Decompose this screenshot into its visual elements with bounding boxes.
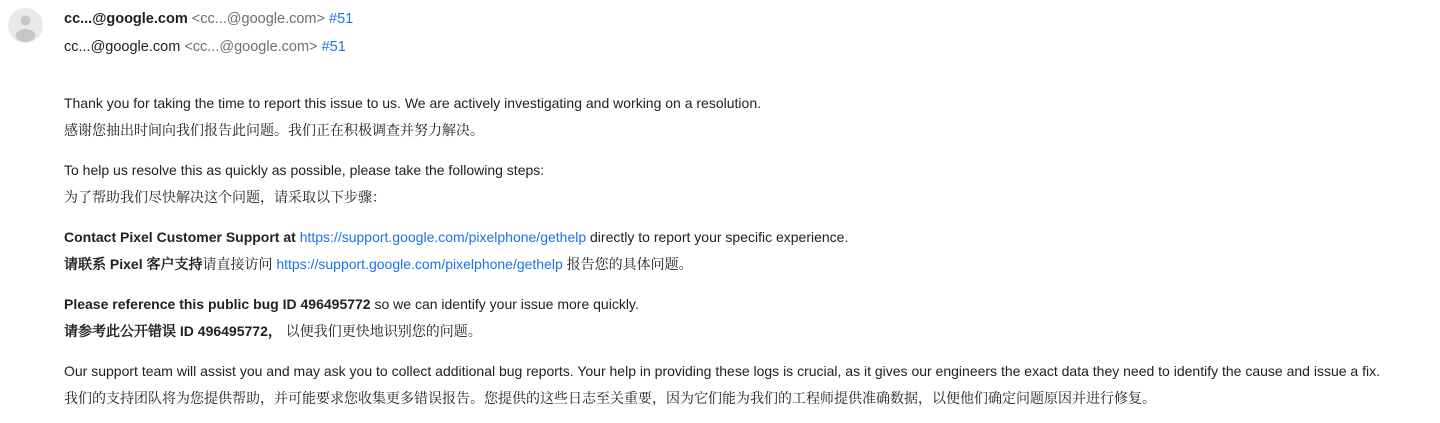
bug-id-rest-zh: 以便我们更快地识别您的问题。 xyxy=(285,323,482,339)
contact-support-rest-zh: 报告您的具体问题。 xyxy=(566,256,693,272)
bug-id-rest: so we can identify your issue more quickly. xyxy=(374,296,639,312)
contact-support-bold: Contact Pixel Customer Support at xyxy=(64,229,296,245)
bug-id-bold-zh: 请参考此公开错误 ID 496495772， xyxy=(64,323,282,339)
line-en xyxy=(64,291,1432,318)
contact-support-bold-zh: 请联系 Pixel 客户支持 xyxy=(64,256,203,272)
line-zh: 我们的支持团队将为您提供帮助，并可能要求您收集更多错误报告。您提供的这些日志至关重要，因为它们能为我们的工程师提供准确数据，以便他们确定问题原因并进行修复。 xyxy=(64,390,1156,406)
author-email: <cc...@google.com> xyxy=(184,39,318,55)
paragraph-steps-intro xyxy=(64,157,1432,211)
comment-number-link[interactable]: #51 xyxy=(321,39,346,55)
author-name: cc...@google.com xyxy=(64,39,181,55)
paragraph-bug-id xyxy=(64,291,1432,345)
comment-header xyxy=(64,5,1432,61)
bug-id-bold: Please reference this public bug ID 496495772 xyxy=(64,296,371,312)
paragraph-support-team xyxy=(64,358,1432,412)
support-link-zh[interactable]: https://support.google.com/pixelphone/gethelp xyxy=(276,256,563,272)
person-icon xyxy=(8,8,43,43)
line-zh xyxy=(64,251,1432,278)
avatar xyxy=(8,8,43,43)
line-en xyxy=(64,224,1432,251)
line-zh xyxy=(64,318,1432,345)
author-name: cc...@google.com xyxy=(64,11,188,27)
author-email: <cc...@google.com> xyxy=(191,11,325,27)
contact-support-pre-zh: 请直接访问 xyxy=(202,256,273,272)
header-line-2 xyxy=(64,33,1432,61)
paragraph-contact-support xyxy=(64,224,1432,278)
comment-number-link[interactable]: #51 xyxy=(329,11,354,27)
header-line-1 xyxy=(64,5,1432,33)
comment-body xyxy=(64,90,1432,412)
support-link-en[interactable]: https://support.google.com/pixelphone/gethelp xyxy=(299,229,587,245)
line-en: Our support team will assist you and may ask you to collect additional bug reports. Your help in providing these logs is crucial, as it gives our engineers the exact data they need to identify the cause and issue a fix. xyxy=(64,363,1380,379)
line-en: To help us resolve this as quickly as possible, please take the following steps: xyxy=(64,162,545,178)
contact-support-rest: directly to report your specific experience. xyxy=(590,229,849,245)
line-en: Thank you for taking the time to report this issue to us. We are actively investigating and working on a resolution. xyxy=(64,95,761,111)
paragraph-thanks xyxy=(64,90,1432,144)
line-zh: 为了帮助我们尽快解决这个问题，请采取以下步骤： xyxy=(64,189,386,205)
line-zh: 感谢您抽出时间向我们报告此问题。我们正在积极调查并努力解决。 xyxy=(64,122,484,138)
